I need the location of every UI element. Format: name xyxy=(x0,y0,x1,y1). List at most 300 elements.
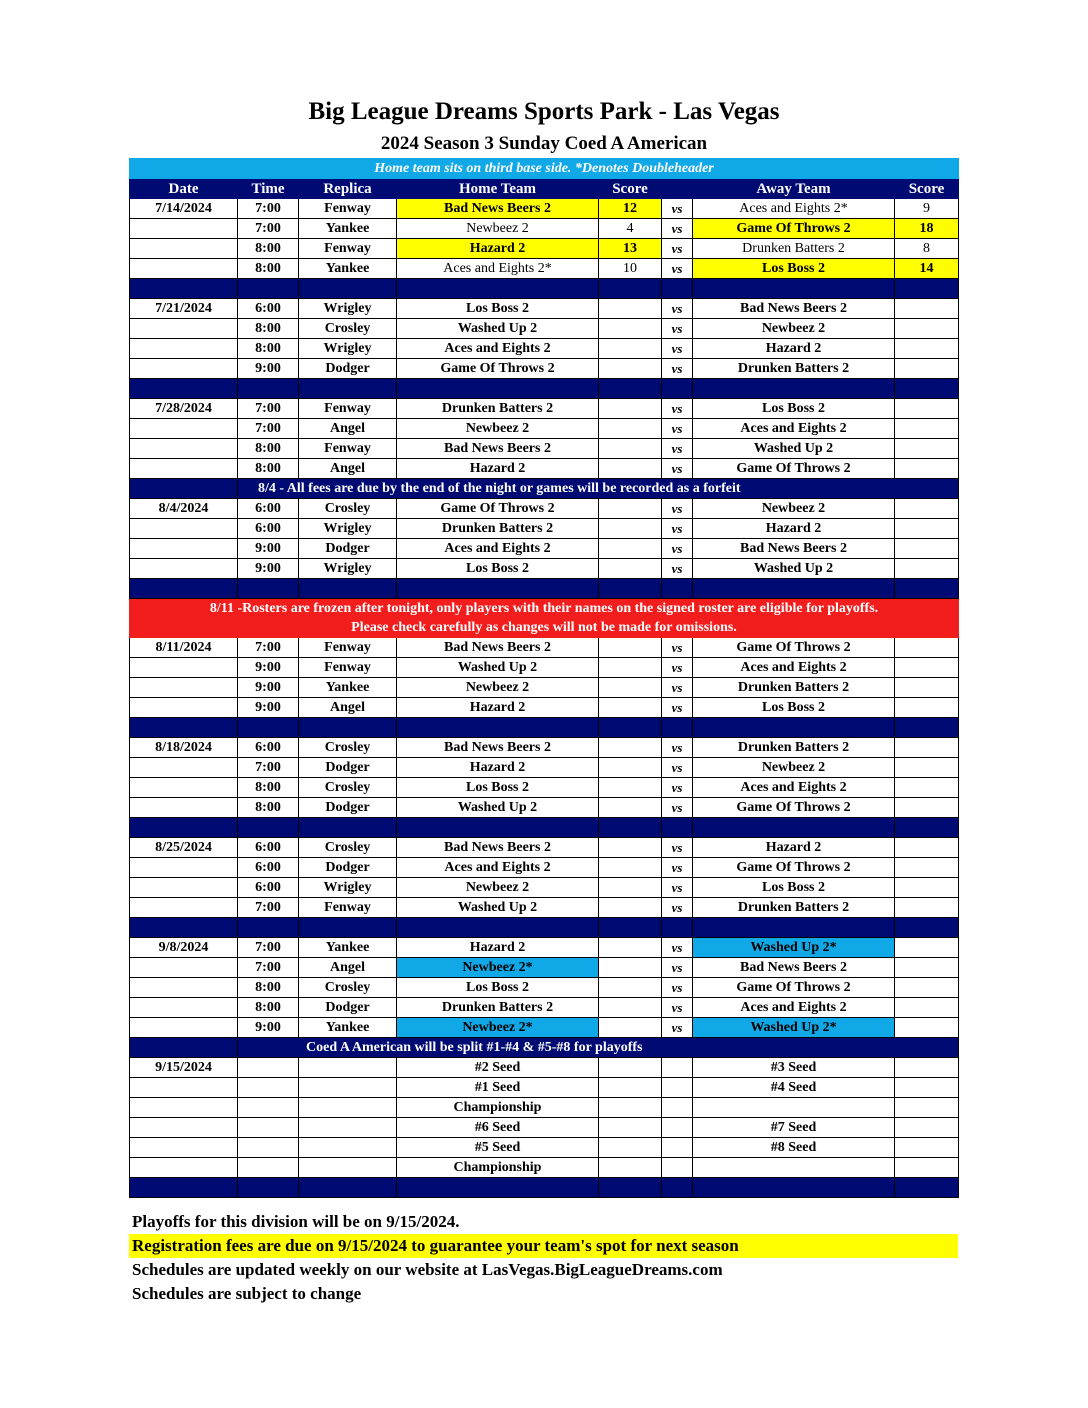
game-time: 8:00 xyxy=(238,778,299,798)
game-time: 8:00 xyxy=(238,339,299,359)
game-field: Wrigley xyxy=(299,519,397,539)
home-score: 12 xyxy=(599,199,662,219)
game-field: Fenway xyxy=(299,239,397,259)
game-date: 9/8/2024 xyxy=(130,938,238,958)
playoff-home: #5 Seed xyxy=(397,1138,599,1158)
away-team: Newbeez 2 xyxy=(693,499,895,519)
away-team: Washed Up 2* xyxy=(693,1018,895,1038)
week-separator xyxy=(130,818,959,838)
vs-label: vs xyxy=(662,798,693,818)
game-field: Fenway xyxy=(299,658,397,678)
game-time: 9:00 xyxy=(238,658,299,678)
game-date: 8/11/2024 xyxy=(130,638,238,658)
game-time: 6:00 xyxy=(238,499,299,519)
col-header-away-score: Score xyxy=(895,179,959,199)
away-team: Drunken Batters 2 xyxy=(693,898,895,918)
vs-label: vs xyxy=(662,559,693,579)
away-score xyxy=(895,559,959,579)
page-subtitle: 2024 Season 3 Sunday Coed A American xyxy=(380,133,708,154)
away-team: Aces and Eights 2 xyxy=(693,778,895,798)
away-team: Game Of Throws 2 xyxy=(693,798,895,818)
home-team: Los Boss 2 xyxy=(397,978,599,998)
game-row xyxy=(130,199,959,219)
playoff-away xyxy=(693,1158,895,1178)
vs-label: vs xyxy=(662,299,693,319)
vs-label: vs xyxy=(662,898,693,918)
away-team: Los Boss 2 xyxy=(693,399,895,419)
game-field: Wrigley xyxy=(299,559,397,579)
vs-label: vs xyxy=(662,519,693,539)
home-team-note: Home team sits on third base side. *Denotes Doubleheader xyxy=(130,159,959,179)
game-time: 8:00 xyxy=(238,459,299,479)
game-field: Dodger xyxy=(299,858,397,878)
home-score xyxy=(599,519,662,539)
game-field: Fenway xyxy=(299,638,397,658)
vs-label: vs xyxy=(662,459,693,479)
game-date xyxy=(130,878,238,898)
away-team: Washed Up 2 xyxy=(693,559,895,579)
home-score xyxy=(599,638,662,658)
game-field: Yankee xyxy=(299,259,397,279)
away-score: 14 xyxy=(895,259,959,279)
playoff-row xyxy=(130,1158,959,1178)
away-score xyxy=(895,299,959,319)
home-team: Hazard 2 xyxy=(397,698,599,718)
away-score xyxy=(895,539,959,559)
game-field: Angel xyxy=(299,419,397,439)
home-score xyxy=(599,758,662,778)
away-score: 8 xyxy=(895,239,959,259)
game-date xyxy=(130,539,238,559)
game-time: 8:00 xyxy=(238,259,299,279)
home-score xyxy=(599,898,662,918)
home-team: Hazard 2 xyxy=(397,938,599,958)
away-team: Game Of Throws 2 xyxy=(693,638,895,658)
away-score xyxy=(895,878,959,898)
home-score xyxy=(599,998,662,1018)
away-team: Drunken Batters 2 xyxy=(693,359,895,379)
home-score xyxy=(599,798,662,818)
away-score xyxy=(895,339,959,359)
roster-notice-line2: Please check carefully as changes will not be made for omissions. xyxy=(351,620,737,635)
playoff-away: #3 Seed xyxy=(693,1058,895,1078)
home-team: Bad News Beers 2 xyxy=(397,199,599,219)
home-score xyxy=(599,319,662,339)
playoff-row xyxy=(130,1058,959,1078)
game-field: Dodger xyxy=(299,998,397,1018)
footer-playoffs-date: Playoffs for this division will be on 9/15/2024. xyxy=(132,1212,460,1231)
game-row xyxy=(130,439,959,459)
game-field: Dodger xyxy=(299,539,397,559)
away-score xyxy=(895,958,959,978)
game-time: 7:00 xyxy=(238,219,299,239)
game-field: Angel xyxy=(299,459,397,479)
vs-label: vs xyxy=(662,978,693,998)
away-score xyxy=(895,938,959,958)
away-score xyxy=(895,838,959,858)
away-team: Los Boss 2 xyxy=(693,259,895,279)
away-score xyxy=(895,858,959,878)
home-score xyxy=(599,539,662,559)
game-time: 8:00 xyxy=(238,239,299,259)
game-date xyxy=(130,798,238,818)
home-team: Newbeez 2 xyxy=(397,419,599,439)
home-score xyxy=(599,858,662,878)
game-time: 9:00 xyxy=(238,698,299,718)
away-score xyxy=(895,519,959,539)
vs-label: vs xyxy=(662,738,693,758)
game-date xyxy=(130,419,238,439)
game-time: 8:00 xyxy=(238,798,299,818)
game-date xyxy=(130,559,238,579)
game-date xyxy=(130,858,238,878)
vs-label: vs xyxy=(662,319,693,339)
game-date xyxy=(130,998,238,1018)
home-score xyxy=(599,658,662,678)
game-row xyxy=(130,878,959,898)
game-field: Yankee xyxy=(299,678,397,698)
game-date xyxy=(130,359,238,379)
game-date xyxy=(130,698,238,718)
col-header-date: Date xyxy=(130,179,238,199)
home-team: Washed Up 2 xyxy=(397,319,599,339)
away-score xyxy=(895,698,959,718)
game-row xyxy=(130,299,959,319)
fees-notice: 8/4 - All fees are due by the end of the night or games will be recorded as a forfeit xyxy=(238,479,959,499)
home-team: Washed Up 2 xyxy=(397,658,599,678)
game-row xyxy=(130,499,959,519)
playoff-home: Championship xyxy=(397,1158,599,1178)
playoff-home: #6 Seed xyxy=(397,1118,599,1138)
footer-website-notice: Schedules are updated weekly on our website at LasVegas.BigLeagueDreams.com xyxy=(132,1260,723,1279)
away-team: Bad News Beers 2 xyxy=(693,958,895,978)
game-date xyxy=(130,678,238,698)
game-row xyxy=(130,539,959,559)
away-team: Hazard 2 xyxy=(693,519,895,539)
game-row xyxy=(130,1018,959,1038)
col-header-vs xyxy=(662,179,693,199)
home-score xyxy=(599,978,662,998)
playoff-home: #1 Seed xyxy=(397,1078,599,1098)
game-row xyxy=(130,978,959,998)
game-row xyxy=(130,758,959,778)
away-team: Game Of Throws 2 xyxy=(693,858,895,878)
game-field: Yankee xyxy=(299,938,397,958)
playoff-away: #8 Seed xyxy=(693,1138,895,1158)
game-row xyxy=(130,658,959,678)
away-team: Aces and Eights 2 xyxy=(693,419,895,439)
away-team: Aces and Eights 2 xyxy=(693,658,895,678)
home-team: Newbeez 2 xyxy=(397,678,599,698)
game-time: 8:00 xyxy=(238,998,299,1018)
away-score xyxy=(895,738,959,758)
game-field: Wrigley xyxy=(299,339,397,359)
game-field: Angel xyxy=(299,698,397,718)
game-date: 8/25/2024 xyxy=(130,838,238,858)
game-date xyxy=(130,319,238,339)
vs-label: vs xyxy=(662,698,693,718)
home-team: Hazard 2 xyxy=(397,239,599,259)
home-team: Aces and Eights 2 xyxy=(397,539,599,559)
playoff-home: #2 Seed xyxy=(397,1058,599,1078)
away-team: Game Of Throws 2 xyxy=(693,219,895,239)
vs-label: vs xyxy=(662,958,693,978)
playoff-away xyxy=(693,1098,895,1118)
vs-label: vs xyxy=(662,539,693,559)
game-field: Crosley xyxy=(299,778,397,798)
home-team: Washed Up 2 xyxy=(397,898,599,918)
vs-label: vs xyxy=(662,439,693,459)
away-score xyxy=(895,678,959,698)
page-title: Big League Dreams Sports Park - Las Vegas xyxy=(308,98,780,125)
playoff-split-row xyxy=(130,1038,959,1058)
game-field: Wrigley xyxy=(299,299,397,319)
away-score xyxy=(895,978,959,998)
week-separator xyxy=(130,1178,959,1198)
away-score: 18 xyxy=(895,219,959,239)
home-team: Bad News Beers 2 xyxy=(397,638,599,658)
away-score xyxy=(895,1018,959,1038)
week-separator xyxy=(130,918,959,938)
game-field: Crosley xyxy=(299,978,397,998)
game-time: 7:00 xyxy=(238,898,299,918)
game-time: 8:00 xyxy=(238,978,299,998)
game-field: Crosley xyxy=(299,319,397,339)
game-row xyxy=(130,319,959,339)
playoff-away: #7 Seed xyxy=(693,1118,895,1138)
game-field: Yankee xyxy=(299,219,397,239)
game-field: Fenway xyxy=(299,898,397,918)
home-team: Hazard 2 xyxy=(397,459,599,479)
vs-label: vs xyxy=(662,858,693,878)
game-row xyxy=(130,778,959,798)
away-team: Bad News Beers 2 xyxy=(693,299,895,319)
game-row xyxy=(130,858,959,878)
game-field: Dodger xyxy=(299,798,397,818)
away-team: Aces and Eights 2* xyxy=(693,199,895,219)
game-date xyxy=(130,339,238,359)
fees-notice-row xyxy=(130,479,959,499)
away-score xyxy=(895,658,959,678)
home-team: Aces and Eights 2 xyxy=(397,858,599,878)
home-team: Los Boss 2 xyxy=(397,299,599,319)
away-team: Drunken Batters 2 xyxy=(693,738,895,758)
away-score xyxy=(895,898,959,918)
col-header-replica: Replica xyxy=(299,179,397,199)
game-field: Crosley xyxy=(299,738,397,758)
away-score xyxy=(895,419,959,439)
home-score xyxy=(599,559,662,579)
home-team: Newbeez 2 xyxy=(397,219,599,239)
playoff-date: 9/15/2024 xyxy=(130,1058,238,1078)
home-team: Aces and Eights 2 xyxy=(397,339,599,359)
game-field: Dodger xyxy=(299,359,397,379)
playoff-row xyxy=(130,1138,959,1158)
home-team: Drunken Batters 2 xyxy=(397,399,599,419)
game-time: 6:00 xyxy=(238,738,299,758)
game-date xyxy=(130,958,238,978)
home-score xyxy=(599,838,662,858)
game-date: 8/4/2024 xyxy=(130,499,238,519)
game-row xyxy=(130,259,959,279)
game-date: 8/18/2024 xyxy=(130,738,238,758)
away-score xyxy=(895,439,959,459)
game-time: 6:00 xyxy=(238,838,299,858)
home-score xyxy=(599,499,662,519)
home-score xyxy=(599,738,662,758)
col-header-home-team: Home Team xyxy=(397,179,599,199)
col-header-home-score: Score xyxy=(599,179,662,199)
home-team: Hazard 2 xyxy=(397,758,599,778)
game-time: 6:00 xyxy=(238,519,299,539)
game-row xyxy=(130,638,959,658)
away-team: Aces and Eights 2 xyxy=(693,998,895,1018)
home-score xyxy=(599,399,662,419)
away-score xyxy=(895,638,959,658)
away-team: Game Of Throws 2 xyxy=(693,978,895,998)
game-date xyxy=(130,758,238,778)
game-row xyxy=(130,958,959,978)
game-date xyxy=(130,778,238,798)
game-date xyxy=(130,459,238,479)
home-score xyxy=(599,459,662,479)
game-row xyxy=(130,898,959,918)
home-score: 13 xyxy=(599,239,662,259)
home-score: 4 xyxy=(599,219,662,239)
playoff-row xyxy=(130,1118,959,1138)
game-field: Fenway xyxy=(299,439,397,459)
away-team: Bad News Beers 2 xyxy=(693,539,895,559)
vs-label: vs xyxy=(662,419,693,439)
vs-label: vs xyxy=(662,1018,693,1038)
game-date xyxy=(130,439,238,459)
game-date xyxy=(130,519,238,539)
col-header-time: Time xyxy=(238,179,299,199)
roster-notice xyxy=(130,599,959,638)
game-date xyxy=(130,898,238,918)
game-time: 6:00 xyxy=(238,858,299,878)
game-row xyxy=(130,938,959,958)
game-row xyxy=(130,519,959,539)
week-separator xyxy=(130,379,959,399)
home-team: Los Boss 2 xyxy=(397,778,599,798)
schedule-table xyxy=(129,158,959,1198)
game-time: 9:00 xyxy=(238,559,299,579)
away-score: 9 xyxy=(895,199,959,219)
home-team: Bad News Beers 2 xyxy=(397,439,599,459)
playoff-row xyxy=(130,1098,959,1118)
away-team: Newbeez 2 xyxy=(693,758,895,778)
game-date: 7/28/2024 xyxy=(130,399,238,419)
home-score xyxy=(599,1018,662,1038)
game-time: 6:00 xyxy=(238,878,299,898)
home-team: Newbeez 2* xyxy=(397,958,599,978)
away-team: Drunken Batters 2 xyxy=(693,239,895,259)
away-team: Hazard 2 xyxy=(693,838,895,858)
away-team: Game Of Throws 2 xyxy=(693,459,895,479)
away-team: Washed Up 2 xyxy=(693,439,895,459)
game-time: 7:00 xyxy=(238,938,299,958)
away-team: Drunken Batters 2 xyxy=(693,678,895,698)
vs-label: vs xyxy=(662,758,693,778)
game-date xyxy=(130,259,238,279)
game-row xyxy=(130,419,959,439)
vs-label: vs xyxy=(662,878,693,898)
footer-registration-notice: Registration fees are due on 9/15/2024 to guarantee your team's spot for next season xyxy=(129,1234,958,1258)
vs-label: vs xyxy=(662,838,693,858)
home-score xyxy=(599,299,662,319)
game-field: Angel xyxy=(299,958,397,978)
home-score xyxy=(599,678,662,698)
game-field: Crosley xyxy=(299,838,397,858)
game-time: 7:00 xyxy=(238,399,299,419)
game-date xyxy=(130,219,238,239)
away-score xyxy=(895,778,959,798)
playoff-row xyxy=(130,1078,959,1098)
away-score xyxy=(895,459,959,479)
game-row xyxy=(130,219,959,239)
game-field: Fenway xyxy=(299,399,397,419)
game-date xyxy=(130,658,238,678)
game-row xyxy=(130,998,959,1018)
game-date: 7/21/2024 xyxy=(130,299,238,319)
game-time: 9:00 xyxy=(238,539,299,559)
week-separator xyxy=(130,718,959,738)
game-time: 7:00 xyxy=(238,758,299,778)
home-team: Drunken Batters 2 xyxy=(397,998,599,1018)
home-score xyxy=(599,878,662,898)
game-time: 7:00 xyxy=(238,419,299,439)
home-team: Los Boss 2 xyxy=(397,559,599,579)
away-score xyxy=(895,798,959,818)
away-team: Hazard 2 xyxy=(693,339,895,359)
vs-label: vs xyxy=(662,678,693,698)
away-team: Newbeez 2 xyxy=(693,319,895,339)
game-field: Fenway xyxy=(299,199,397,219)
vs-label: vs xyxy=(662,339,693,359)
game-row xyxy=(130,359,959,379)
vs-label: vs xyxy=(662,998,693,1018)
game-time: 9:00 xyxy=(238,359,299,379)
game-row xyxy=(130,738,959,758)
game-time: 7:00 xyxy=(238,199,299,219)
away-score xyxy=(895,998,959,1018)
game-time: 6:00 xyxy=(238,299,299,319)
away-team: Los Boss 2 xyxy=(693,878,895,898)
home-score xyxy=(599,698,662,718)
vs-label: vs xyxy=(662,658,693,678)
vs-label: vs xyxy=(662,259,693,279)
game-row xyxy=(130,399,959,419)
vs-label: vs xyxy=(662,778,693,798)
home-team: Washed Up 2 xyxy=(397,798,599,818)
home-score xyxy=(599,778,662,798)
home-team: Bad News Beers 2 xyxy=(397,838,599,858)
game-row xyxy=(130,559,959,579)
away-score xyxy=(895,758,959,778)
away-team: Washed Up 2* xyxy=(693,938,895,958)
game-row xyxy=(130,678,959,698)
game-row xyxy=(130,798,959,818)
roster-notice-line1: 8/11 -Rosters are frozen after tonight, only players with their names on the signed roster are eligible for playoffs. xyxy=(209,601,879,616)
away-score xyxy=(895,319,959,339)
away-score xyxy=(895,359,959,379)
vs-label: vs xyxy=(662,239,693,259)
playoff-away: #4 Seed xyxy=(693,1078,895,1098)
week-separator xyxy=(130,279,959,299)
game-date xyxy=(130,1018,238,1038)
playoff-split-notice: Coed A American will be split #1-#4 & #5-#8 for playoffs xyxy=(238,1038,959,1058)
